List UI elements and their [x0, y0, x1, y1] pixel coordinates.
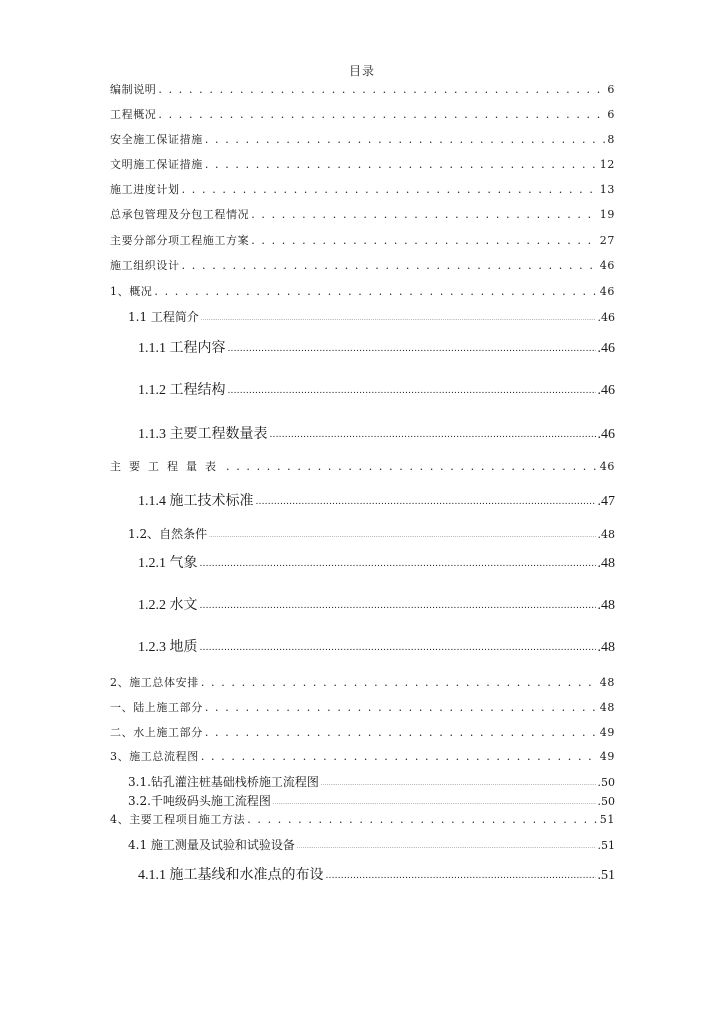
dot-leader — [154, 285, 597, 298]
toc-entry[interactable] — [128, 525, 615, 542]
dot-leader — [205, 158, 598, 171]
toc-entry-label: 一、陆上施工部分 — [110, 701, 203, 714]
toc-entry-label: 二、水上施工部分 — [110, 726, 203, 739]
toc-entry[interactable] — [110, 811, 615, 827]
toc-entry[interactable] — [110, 724, 615, 740]
dot-leader — [205, 726, 598, 739]
toc-entry[interactable] — [110, 257, 615, 273]
toc-entry[interactable] — [128, 836, 615, 853]
dot-leader — [200, 601, 596, 611]
toc-entry[interactable] — [138, 423, 615, 443]
toc-page-number: .50 — [597, 795, 615, 808]
toc-entry-label: 4、主要工程项目施工方法 — [110, 813, 246, 826]
dot-leader — [226, 460, 598, 473]
dot-leader — [273, 800, 596, 806]
toc-entry[interactable] — [110, 206, 615, 222]
toc-entry-text: 工程结构 — [169, 382, 226, 398]
dot-leader — [205, 701, 598, 714]
toc-page-number: 49 — [599, 726, 615, 739]
toc-page-number: 27 — [599, 234, 615, 247]
toc-entry-label: 主要工程量表 — [110, 460, 224, 473]
toc-page-number: .47 — [597, 494, 615, 509]
toc-entry-label — [138, 594, 198, 614]
toc-entry-label: 4.1 施工测量及试验和试验设备 — [128, 838, 295, 852]
toc-entry[interactable] — [110, 674, 615, 690]
dot-leader — [182, 183, 598, 196]
toc-page-number: .46 — [597, 341, 615, 356]
toc-entry-label — [138, 337, 226, 357]
toc-entry-label — [138, 379, 226, 399]
toc-entry-number: 1.2.3 — [138, 640, 170, 655]
toc-page-number: .46 — [597, 427, 615, 442]
toc-entry-label: 主要分部分项工程施工方案 — [110, 234, 250, 247]
dot-leader — [205, 133, 606, 146]
dot-leader — [251, 208, 598, 221]
toc-entry[interactable] — [110, 458, 615, 474]
toc-page-number: .46 — [597, 311, 615, 324]
toc-entry[interactable] — [110, 81, 615, 97]
toc-page-number: 46 — [599, 285, 615, 298]
dot-leader — [228, 386, 596, 396]
toc-page-number: 12 — [599, 158, 615, 171]
toc-page-number: .50 — [597, 776, 615, 789]
toc-entry-number: 1.1.4 — [138, 494, 170, 509]
toc-entry-number: 1.2.2 — [138, 598, 170, 613]
dot-leader — [209, 533, 595, 539]
toc-page-number: 19 — [599, 208, 615, 221]
toc-entry-label: 施工组织设计 — [110, 259, 180, 272]
toc-page-number: 48 — [599, 676, 615, 689]
toc-entry[interactable] — [128, 308, 615, 325]
toc-entry-label: 文明施工保证措施 — [110, 158, 203, 171]
toc-page-number: 49 — [599, 750, 615, 763]
toc-entry-text: 水文 — [169, 597, 198, 613]
toc-page-number: 46 — [599, 259, 615, 272]
toc-page-number: 6 — [607, 83, 615, 96]
dot-leader — [297, 844, 596, 850]
dot-leader — [158, 108, 605, 121]
toc-entry[interactable] — [138, 337, 615, 357]
dot-leader — [182, 259, 598, 272]
toc-entry[interactable] — [110, 106, 615, 122]
toc-page-number: 8 — [607, 133, 615, 146]
toc-entry-label — [138, 636, 198, 656]
toc-entry-text: 地质 — [169, 639, 198, 655]
toc-entry-label — [138, 423, 268, 443]
toc-entry-number: 1.1.1 — [138, 341, 170, 356]
toc-entry-number: 1.1.3 — [138, 427, 170, 442]
toc-entry[interactable] — [138, 490, 615, 510]
toc-entry-label: 1.1 工程简介 — [128, 310, 199, 324]
toc-entry-label — [138, 552, 198, 572]
toc-page-number: 6 — [607, 108, 615, 121]
toc-entry[interactable] — [110, 181, 615, 197]
toc-entry-number: 1.1.2 — [138, 383, 170, 398]
toc-entry-label: 3、施工总流程图 — [110, 750, 199, 763]
dot-leader — [251, 234, 598, 247]
toc-page-number: .51 — [597, 839, 615, 852]
toc-page-number: 48 — [599, 701, 615, 714]
dot-leader — [201, 750, 598, 763]
dot-leader — [326, 871, 596, 881]
toc-entry-number: 1.2.1 — [138, 556, 170, 571]
toc-entry-label — [138, 490, 254, 510]
toc-page-number: .46 — [597, 383, 615, 398]
toc-entry[interactable] — [128, 792, 615, 809]
toc-entry-label: 3.1.钻孔灌注桩基础栈桥施工流程图 — [128, 775, 319, 789]
toc-page-number: .48 — [597, 598, 615, 613]
toc-entry[interactable] — [110, 156, 615, 172]
toc-entry[interactable] — [110, 131, 615, 147]
toc-entry[interactable] — [110, 699, 615, 715]
toc-entry-label: 施工进度计划 — [110, 183, 180, 196]
toc-entry-label — [138, 864, 324, 884]
toc-entry[interactable] — [110, 748, 615, 764]
toc-entry-label: 3.2.千吨级码头施工流程图 — [128, 794, 271, 808]
dot-leader — [201, 316, 596, 322]
toc-entry-label: 编制说明 — [110, 83, 157, 96]
toc-page-number: 46 — [599, 460, 615, 473]
dot-leader — [228, 344, 596, 354]
toc-entry-text: 施工技术标准 — [169, 493, 254, 509]
toc-page-number: .48 — [597, 640, 615, 655]
toc-entry-label: 安全施工保证措施 — [110, 133, 203, 146]
toc-page-number: .51 — [597, 868, 615, 883]
toc-entry[interactable] — [138, 594, 615, 614]
toc-entry-label: 2、施工总体安排 — [110, 676, 199, 689]
toc-page-number: .48 — [597, 556, 615, 571]
dot-leader — [247, 813, 598, 826]
toc-entry-label: 1、概况 — [110, 285, 153, 298]
toc-entry[interactable] — [128, 773, 615, 790]
toc-entry[interactable] — [110, 232, 615, 248]
toc-entry[interactable] — [138, 379, 615, 399]
toc-entry[interactable] — [138, 552, 615, 572]
toc-entry[interactable] — [110, 283, 615, 299]
toc-entry-label: 总承包管理及分包工程情况 — [110, 208, 250, 221]
toc-entry-text: 施工基线和水准点的布设 — [169, 867, 324, 883]
toc-entry-text: 主要工程数量表 — [169, 426, 268, 442]
dot-leader — [321, 781, 596, 787]
dot-leader — [201, 676, 598, 689]
toc-entry-text: 工程内容 — [169, 340, 226, 356]
page-title: 目录 — [348, 64, 375, 78]
toc-entry-number: 4.1.1 — [138, 868, 170, 883]
dot-leader — [256, 497, 596, 507]
toc-entry-label: 工程概况 — [110, 108, 157, 121]
toc-entry-label: 1.2、自然条件 — [128, 527, 208, 541]
toc-entry[interactable] — [138, 864, 615, 884]
dot-leader — [158, 83, 605, 96]
toc-entry[interactable] — [138, 636, 615, 656]
dot-leader — [270, 430, 596, 440]
toc-entry-text: 气象 — [169, 555, 198, 571]
dot-leader — [200, 559, 596, 569]
toc-page-number: 13 — [599, 183, 615, 196]
toc-page-number: .48 — [597, 528, 615, 541]
toc-page-number: 51 — [599, 813, 615, 826]
dot-leader — [200, 643, 596, 653]
